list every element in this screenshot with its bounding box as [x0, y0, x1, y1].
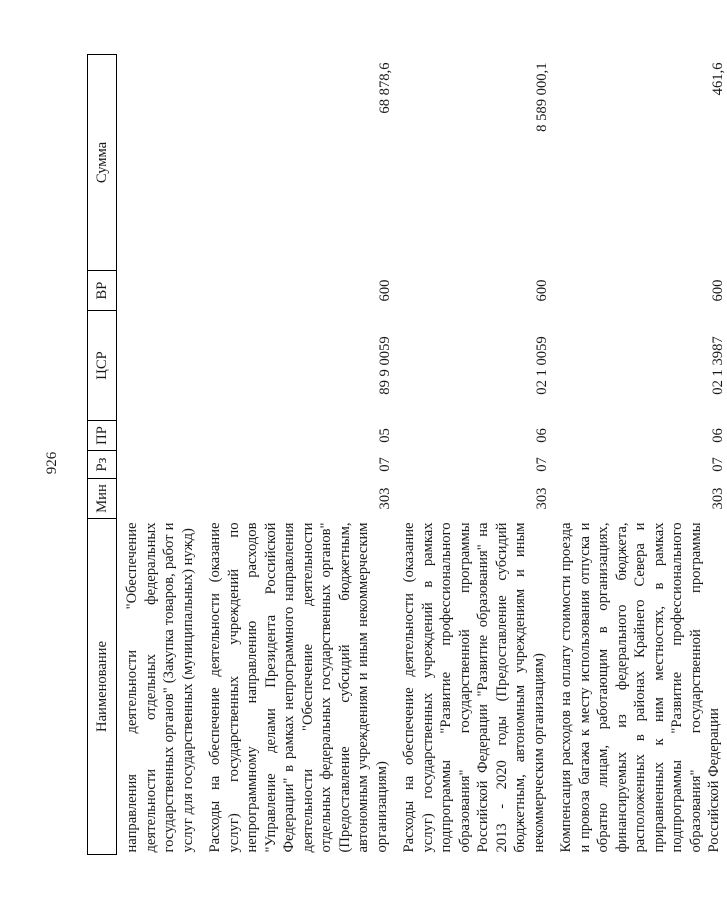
table-header-row — [88, 55, 117, 855]
row-csr — [117, 311, 201, 421]
row-pr: 05 — [377, 428, 393, 443]
row-vr: 600 — [709, 279, 726, 302]
row-name: направления деятельности "Обеспечение деятельности отдельных федеральных государственных органов" (Закупка товаров, работ и услуг для государственных (муниципальных) нужд) — [124, 522, 196, 853]
row-min: 303 — [534, 487, 550, 510]
header-min: Мин — [88, 479, 117, 519]
header-pr: ПР — [88, 421, 117, 451]
page-number: 926 — [44, 451, 60, 475]
row-csr: 02 1 3987 — [709, 336, 726, 395]
row-rz — [117, 451, 201, 479]
row-name: Расходы на обеспечение деятельности (оказание услуг) государственных учреждений в рамках подпрограммы "Развитие профессионального образования" государственной программы Российской Федерации "Развитие образования" на 2013 - 2020 годы (Предоставление субсидий бюджетным, автономным учреждениям и иным некоммерческим организациям) — [401, 522, 547, 853]
table-row — [394, 55, 551, 855]
header-sum: Сумма — [88, 55, 117, 271]
row-csr: 02 1 0059 — [534, 336, 550, 395]
row-name: Расходы на обеспечение деятельности (оказание услуг) государственных учреждений по непрограммному направлению расходов "Управление делами Президента Российской Федерации" в рамках непрограммного направления деятельности "Обеспечение деятельности отдельных федеральных государственных органов" (Предоставление субсидий бюджетным, автономным учреждениям и иным некоммерческим организациям) — [207, 522, 390, 853]
table-row — [200, 55, 394, 855]
header-rz: Рз — [88, 451, 117, 479]
row-rz: 07 — [377, 457, 393, 472]
row-csr: 89 9 0059 — [377, 336, 393, 395]
row-sum — [117, 55, 201, 271]
table-row — [117, 55, 201, 855]
header-vr: ВР — [88, 271, 117, 311]
row-pr: 06 — [709, 428, 726, 443]
row-vr — [117, 271, 201, 311]
row-rz: 07 — [534, 457, 550, 472]
row-min — [117, 479, 201, 519]
row-rz: 07 — [709, 457, 726, 472]
row-sum: 461,6 — [709, 62, 726, 96]
row-vr: 600 — [534, 279, 550, 302]
row-min: 303 — [377, 487, 393, 510]
row-vr: 600 — [377, 279, 393, 302]
row-sum: 8 589 000,1 — [534, 62, 550, 132]
row-pr: 06 — [534, 428, 550, 443]
budget-table-rotated — [87, 55, 726, 855]
header-csr: ЦСР — [88, 311, 117, 421]
row-pr — [117, 421, 201, 451]
row-sum: 68 878,6 — [377, 62, 393, 114]
table-row — [551, 55, 727, 855]
row-name: Компенсация расходов на оплату стоимости проезда и провоза багажа к месту использования отпуска и обратно лицам, работающим в организациях, финансируемых из федерального бюджета, расположенных в районах Крайнего Севера и приравненных к ним местностях, в рамках подпрограммы "Развитие профессионального образования" государственной программы Российской Федерации — [558, 522, 722, 853]
budget-table — [87, 54, 727, 855]
header-name: Наименование — [88, 519, 117, 855]
row-min: 303 — [709, 487, 726, 510]
